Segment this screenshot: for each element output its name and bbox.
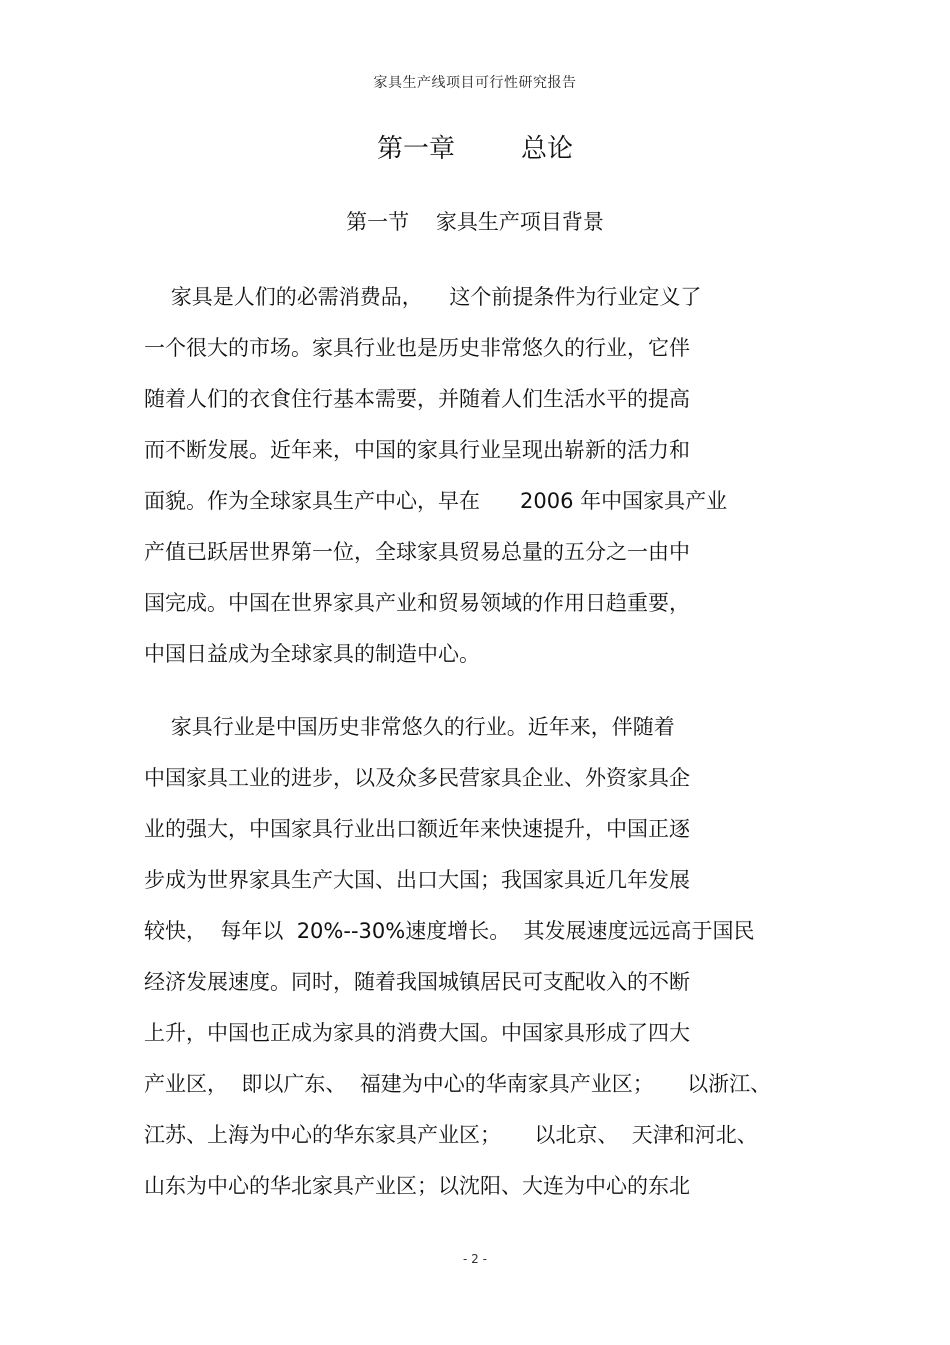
text-line: 业的强大，中国家具行业出口额近年来快速提升，中国正逐 bbox=[144, 817, 690, 841]
text-line: 步成为世界家具生产大国、出口大国；我国家具近几年发展 bbox=[144, 868, 690, 892]
text-line: 而不断发展。近年来，中国的家具行业呈现出崭新的活力和 bbox=[144, 438, 690, 462]
text-line: 国完成。中国在世界家具产业和贸易领域的作用日趋重要， bbox=[144, 591, 690, 615]
text-line: 面貌。作为全球家具生产中心，早在 2006 年中国家具产业 bbox=[144, 489, 728, 513]
text-line: 产值已跃居世界第一位，全球家具贸易总量的五分之一由中 bbox=[144, 540, 690, 564]
text-line: 一个很大的市场。家具行业也是历史非常悠久的行业，它伴 bbox=[144, 336, 690, 360]
text-line: 家具行业是中国历史非常悠久的行业。近年来，伴随着 bbox=[144, 715, 675, 739]
text-line: 较快， 每年以 20%--30%速度增长。 其发展速度远远高于国民 bbox=[144, 919, 755, 943]
text-line: 随着人们的衣食住行基本需要，并随着人们生活水平的提高 bbox=[144, 387, 690, 411]
paragraph-2 bbox=[144, 712, 824, 1222]
chapter-title: 第一章 总论 bbox=[376, 134, 574, 164]
page-number: - 2 - bbox=[463, 1252, 487, 1266]
text-line: 经济发展速度。同时，随着我国城镇居民可支配收入的不断 bbox=[144, 970, 690, 994]
running-header: 家具生产线项目可行性研究报告 bbox=[373, 75, 577, 91]
text-line: 山东为中心的华北家具产业区；以沈阳、大连为中心的东北 bbox=[144, 1174, 690, 1198]
text-line: 家具是人们的必需消费品， 这个前提条件为行业定义了 bbox=[144, 285, 702, 309]
text-line: 中国日益成为全球家具的制造中心。 bbox=[144, 642, 480, 666]
section-title: 第一节 家具生产项目背景 bbox=[346, 210, 604, 234]
text-line: 江苏、上海为中心的华东家具产业区； 以北京、 天津和河北、 bbox=[144, 1123, 758, 1147]
text-line: 产业区， 即以广东、 福建为中心的华南家具产业区； 以浙江、 bbox=[144, 1072, 772, 1096]
text-line: 上升，中国也正成为家具的消费大国。中国家具形成了四大 bbox=[144, 1021, 690, 1045]
paragraph-1 bbox=[144, 282, 824, 690]
text-line: 中国家具工业的进步，以及众多民营家具企业、外资家具企 bbox=[144, 766, 690, 790]
